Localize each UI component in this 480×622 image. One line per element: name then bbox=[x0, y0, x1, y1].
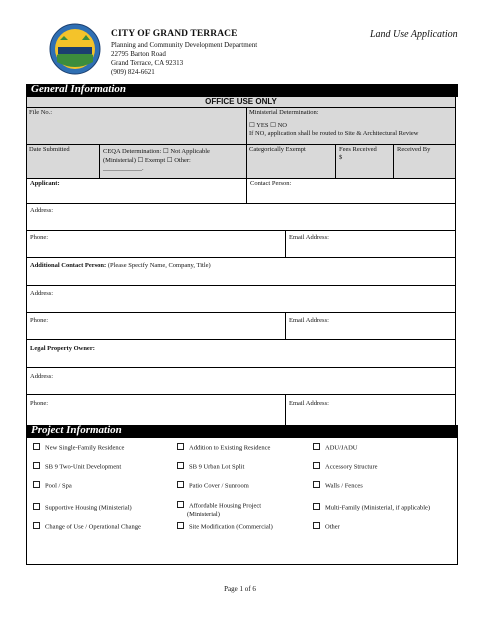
owner-phone-label: Phone: bbox=[30, 400, 49, 407]
city-seal-logo bbox=[48, 22, 102, 76]
divider bbox=[27, 178, 455, 179]
additional-phone-label: Phone: bbox=[30, 317, 49, 324]
checkbox-icon bbox=[33, 462, 40, 469]
divider bbox=[285, 394, 286, 427]
fees-received-field[interactable] bbox=[336, 145, 393, 178]
option-supportive-housing[interactable]: Supportive Housing (Ministerial) bbox=[33, 503, 132, 513]
file-no-label: File No.: bbox=[29, 109, 53, 116]
checkbox-icon bbox=[177, 501, 184, 508]
checkbox-icon bbox=[313, 503, 320, 510]
ceqa-line-1: CEQA Determination: ☐ Not Applicable bbox=[103, 148, 210, 155]
divider bbox=[335, 145, 336, 178]
divider bbox=[27, 367, 455, 368]
department-name: Planning and Community Development Department bbox=[111, 41, 258, 49]
option-patio-cover[interactable]: Patio Cover / Sunroom bbox=[177, 481, 249, 491]
divider bbox=[27, 203, 455, 204]
ministerial-determination-field[interactable] bbox=[247, 108, 455, 144]
ministerial-label: Ministerial Determination: bbox=[249, 109, 319, 116]
divider bbox=[285, 312, 286, 339]
divider bbox=[246, 145, 247, 178]
divider bbox=[27, 285, 455, 286]
option-addition-existing[interactable]: Addition to Existing Residence bbox=[177, 443, 270, 453]
department-phone: (909) 824-6621 bbox=[111, 68, 155, 76]
checkbox-icon bbox=[313, 522, 320, 529]
ceqa-line-3: ____________. bbox=[103, 165, 144, 172]
received-by-field[interactable] bbox=[394, 145, 455, 178]
city-state-zip: Grand Terrace, CA 92313 bbox=[111, 59, 184, 67]
option-sb9-lot-split[interactable]: SB 9 Urban Lot Split bbox=[177, 462, 244, 472]
divider bbox=[27, 257, 455, 258]
divider bbox=[285, 230, 286, 257]
ministerial-options[interactable]: ☐ YES ☐ NO bbox=[249, 122, 287, 129]
option-new-single-family[interactable]: New Single-Family Residence bbox=[33, 443, 124, 453]
applicant-address-label: Address: bbox=[30, 207, 54, 214]
option-multi-family[interactable]: Multi-Family (Ministerial, if applicable) bbox=[313, 503, 430, 513]
legal-owner-label: Legal Property Owner: bbox=[30, 345, 95, 352]
general-info-header bbox=[26, 84, 458, 97]
office-use-label: OFFICE USE ONLY bbox=[205, 97, 277, 106]
file-no-field[interactable] bbox=[27, 108, 246, 144]
divider bbox=[27, 312, 455, 313]
applicant-email-label: Email Address: bbox=[289, 234, 329, 241]
additional-email-label: Email Address: bbox=[289, 317, 329, 324]
owner-address-label: Address: bbox=[30, 373, 54, 380]
fees-currency-symbol: $ bbox=[339, 154, 343, 161]
general-info-title: General Information bbox=[31, 83, 127, 95]
date-submitted-field[interactable] bbox=[27, 145, 99, 178]
divider bbox=[27, 394, 455, 395]
checkbox-icon bbox=[177, 522, 184, 529]
fees-received-label: Fees Received bbox=[339, 146, 377, 153]
divider bbox=[27, 339, 455, 340]
divider bbox=[393, 145, 394, 178]
ceqa-determination-field[interactable] bbox=[100, 145, 246, 178]
divider bbox=[99, 145, 100, 178]
checkbox-icon bbox=[177, 481, 184, 488]
checkbox-icon bbox=[33, 522, 40, 529]
divider bbox=[27, 230, 455, 231]
option-change-of-use[interactable]: Change of Use / Operational Change bbox=[33, 522, 141, 532]
option-accessory-structure[interactable]: Accessory Structure bbox=[313, 462, 378, 472]
checkbox-icon bbox=[313, 443, 320, 450]
project-info-title: Project Information bbox=[31, 424, 122, 436]
project-info-header bbox=[26, 425, 174, 438]
option-other[interactable]: Other bbox=[313, 522, 340, 532]
checkbox-icon bbox=[177, 462, 184, 469]
checkbox-icon bbox=[313, 462, 320, 469]
checkbox-icon bbox=[33, 481, 40, 488]
org-name: CITY OF GRAND TERRACE bbox=[111, 29, 238, 39]
checkbox-icon bbox=[177, 443, 184, 450]
categorically-exempt-label: Categorically Exempt bbox=[249, 146, 306, 153]
additional-contact-label: Additional Contact Person: (Please Specify Name, Company, Title) bbox=[30, 262, 211, 269]
date-submitted-label: Date Submitted bbox=[29, 146, 70, 153]
checkbox-icon bbox=[33, 443, 40, 450]
document-title: Land Use Application bbox=[370, 29, 458, 40]
divider bbox=[246, 178, 247, 203]
office-use-banner bbox=[27, 97, 455, 108]
option-adu-jadu[interactable]: ADU/JADU bbox=[313, 443, 358, 453]
option-site-modification[interactable]: Site Modification (Commercial) bbox=[177, 522, 273, 532]
page-number: Page 1 of 6 bbox=[224, 585, 256, 593]
option-walls-fences[interactable]: Walls / Fences bbox=[313, 481, 363, 491]
categorically-exempt-field[interactable] bbox=[247, 145, 335, 178]
additional-address-label: Address: bbox=[30, 290, 54, 297]
divider bbox=[246, 108, 247, 144]
checkbox-icon bbox=[313, 481, 320, 488]
contact-person-label: Contact Person: bbox=[250, 180, 292, 187]
option-pool-spa[interactable]: Pool / Spa bbox=[33, 481, 72, 491]
project-header-bar bbox=[174, 425, 458, 438]
option-affordable-housing[interactable]: Affordable Housing Project (Ministerial) bbox=[177, 501, 261, 519]
owner-email-label: Email Address: bbox=[289, 400, 329, 407]
option-sb9-two-unit[interactable]: SB 9 Two-Unit Development bbox=[33, 462, 121, 472]
checkbox-icon bbox=[33, 503, 40, 510]
received-by-label: Received By bbox=[397, 146, 431, 153]
ceqa-line-2: (Ministerial) ☐ Exempt ☐ Other: bbox=[103, 157, 191, 164]
applicant-phone-label: Phone: bbox=[30, 234, 49, 241]
applicant-label: Applicant: bbox=[30, 180, 60, 187]
ministerial-note: If NO, application shall be routed to Site & Architectural Review bbox=[249, 130, 419, 137]
street-address: 22795 Barton Road bbox=[111, 50, 166, 58]
